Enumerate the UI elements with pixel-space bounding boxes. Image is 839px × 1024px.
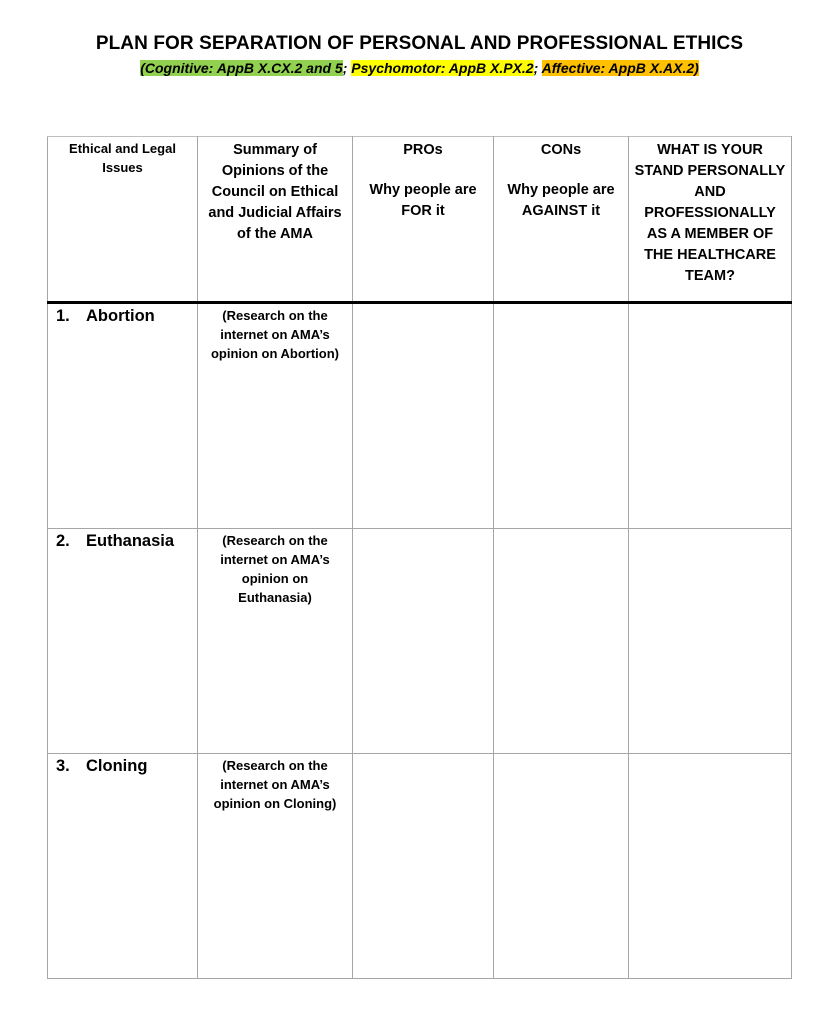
separator: ; bbox=[342, 60, 348, 76]
issue-label: Abortion bbox=[86, 307, 155, 325]
header-personal-stand: WHAT IS YOUR STAND PERSONALLY AND PROFESSIONALLY AS A MEMBER OF THE HEALTHCARE TEAM? bbox=[629, 137, 792, 303]
pros-cell[interactable] bbox=[353, 754, 494, 979]
stand-cell[interactable] bbox=[629, 754, 792, 979]
affective-objective: Affective: AppB X.AX.2) bbox=[541, 60, 699, 76]
pros-cell[interactable] bbox=[353, 303, 494, 529]
ethics-plan-table bbox=[47, 136, 792, 979]
issue-label: Cloning bbox=[86, 757, 148, 775]
summary-cell[interactable]: (Research on the internet on AMA’s opinion on Abortion) bbox=[198, 303, 353, 529]
issue-label: Euthanasia bbox=[86, 532, 175, 550]
learning-objectives bbox=[0, 60, 839, 76]
issue-cell: 2. Euthanasia bbox=[48, 529, 198, 754]
table-header-row bbox=[48, 137, 792, 303]
cons-cell[interactable] bbox=[494, 529, 629, 754]
table-row bbox=[48, 754, 792, 979]
cons-cell[interactable] bbox=[494, 754, 629, 979]
stand-cell[interactable] bbox=[629, 529, 792, 754]
pros-cell[interactable] bbox=[353, 529, 494, 754]
psychomotor-objective: Psychomotor: AppB X.PX.2 bbox=[351, 60, 534, 76]
header-pros: PROs Why people are FOR it bbox=[353, 137, 494, 303]
header-cons: CONs Why people are AGAINST it bbox=[494, 137, 629, 303]
header-issues: Ethical and Legal Issues bbox=[48, 137, 198, 303]
cognitive-objective: (Cognitive: AppB X.CX.2 and 5 bbox=[140, 60, 343, 76]
table-row bbox=[48, 529, 792, 754]
separator: ; bbox=[533, 60, 539, 76]
issue-cell: 3. Cloning bbox=[48, 754, 198, 979]
summary-cell[interactable]: (Research on the internet on AMA’s opinion on Euthanasia) bbox=[198, 529, 353, 754]
header-summary: Summary of Opinions of the Council on Ethical and Judicial Affairs of the AMA bbox=[198, 137, 353, 303]
stand-cell[interactable] bbox=[629, 303, 792, 529]
document-title: PLAN FOR SEPARATION OF PERSONAL AND PROFESSIONAL ETHICS bbox=[95, 33, 744, 54]
issue-cell: 1. Abortion bbox=[48, 303, 198, 529]
summary-cell[interactable]: (Research on the internet on AMA’s opinion on Cloning) bbox=[198, 754, 353, 979]
cons-cell[interactable] bbox=[494, 303, 629, 529]
table-row bbox=[48, 303, 792, 529]
